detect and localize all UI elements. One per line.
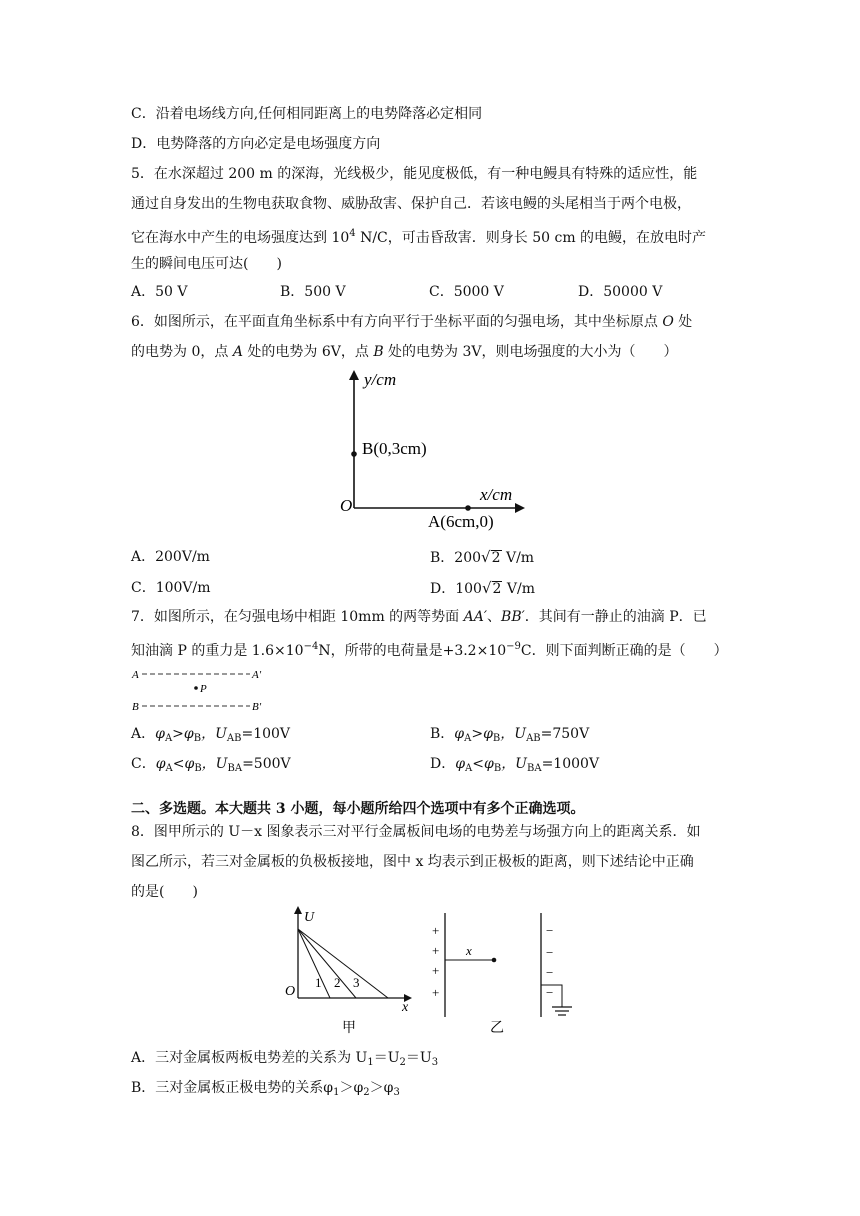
q5-stem-line3: 它在海水中产生的电场强度达到 $10^4$ N/C，可击昏敌害．则身长 50 cm 的电鳗，在放电时产 [131,228,707,246]
q7-stem-line2: 知油滴 P 的重力是 $1.6\times 10^{-4}N$，所带的电荷量是$+3.2\times 10^{-9}C$．则下面判断正确的是（ ） [131,641,728,659]
q5-exponent: 4 [349,228,356,239]
q5-stem-line2: 通过自身发出的生物电获取食物、威胁敌害、保护自己．若该电鳗的头尾相当于两个电极， [131,196,691,212]
caption-jia: 甲 [342,1021,356,1036]
line-label-2: 2 [334,975,341,990]
distance-label: x [466,943,472,958]
graph-line-1 [298,929,330,998]
label-b-prime: B′ [252,701,262,713]
q5-option-b: B．500 V [280,284,346,300]
q7-option-c: C．$\varphi_A<\varphi_B$，$U_{BA}=500V$ [131,756,291,774]
point-b-dot [351,451,357,457]
line-label-3: 3 [353,975,360,990]
label-b: B [132,701,139,713]
q8-stem-line1: 8．图甲所示的 U－x 图象表示三对平行金属板间电场的电势差与场强方向上的距离关系．如 [131,824,701,840]
plus-sign-1: + [432,923,440,938]
x-axis-label: x [402,1000,409,1015]
q5-stem-line1: 5．在水深超过 200 m 的深海，光线极少，能见度极低，有一种电鳗具有特殊的适应性，能 [131,166,698,182]
q8-stem-line3: 的是( ) [131,884,198,900]
q5-option-d: D．50000 V [578,284,663,300]
minus-sign-4: − [546,985,554,1000]
q4-option-c: C．沿着电场线方向,任何相同距离上的电势降落必定相同 [131,106,483,122]
q6-coordinate-figure [330,365,550,535]
minus-sign-3: − [546,965,554,980]
q7-equipotential-figure [128,663,278,717]
q7-option-b: B．$\varphi_A>\varphi_B$，$U_{AB}=750V$ [430,726,590,744]
point-b-label: B(0,3cm) [362,439,427,458]
q5-stem-line4: 生的瞬间电压可达( ) [131,256,282,272]
y-axis-label: y/cm [364,370,397,389]
q6-option-c: C．100V/m [131,580,211,596]
caption-yi: 乙 [490,1021,504,1036]
q5-option-a: A．50 V [131,284,188,300]
oil-drop-p [194,686,198,690]
point-a-dot [465,505,471,511]
q8-stem-line2: 图乙所示，若三对金属板的负极板接地，图中 x 均表示到正极板的距离，则下述结论中正确 [131,854,694,870]
label-a-prime: A′ [252,669,262,681]
q6-option-b: B．200√2 V/m [430,548,535,566]
section-2-heading: 二、多选题。本大题共 3 小题，每小题所给四个选项中有多个正确选项。 [131,801,585,817]
q6-option-a: A．200V/m [131,549,210,565]
q7-option-a: A．$\varphi_A>\varphi_B$，$U_{AB}=100V$ [131,726,291,744]
q6-stem-line1: 6．如图所示，在平面直角坐标系中有方向平行于坐标平面的匀强电场，其中坐标原点 O 处 [131,314,693,330]
label-p: P [200,683,207,695]
q6-stem-line2: 的电势为 0，点 A 处的电势为 6V，点 B 处的电势为 3V，则电场强度的大小为（ ） [131,344,678,360]
q4-option-d: D．电势降落的方向必定是电场强度方向 [131,136,381,152]
u-axis-label: U [304,910,315,925]
origin-label: O [285,984,296,999]
plus-sign-4: + [432,985,440,1000]
graph-line-3 [298,929,388,998]
minus-sign-1: − [546,923,554,938]
minus-sign-2: − [546,945,554,960]
q8-option-b: B．三对金属板正极电势的关系$\varphi_1>\varphi_2>\varphi_3$ [131,1080,400,1098]
q5-option-c: C．5000 V [429,284,504,300]
origin-label: O [340,496,353,515]
x-axis-label: x/cm [480,485,513,504]
point-a-label: A(6cm,0) [428,512,494,531]
q7-stem-line1: 7．如图所示，在匀强电场中相距 10mm 的两等势面 AA′、BB′．其间有一静止的油滴 P．已 [131,609,707,625]
line-label-1: 1 [315,975,322,990]
plus-sign-3: + [432,963,440,978]
q8-figure [280,905,600,1040]
q7-option-d: D．$\varphi_A<\varphi_B$，$U_{BA}=1000V$ [430,756,600,774]
q6-option-d: D．100√2 V/m [430,579,536,597]
graph-line-2 [298,929,356,998]
distance-point [492,958,497,963]
q8-option-a: A．三对金属板两板电势差的关系为 $U_1=U_2=U_3$ [131,1050,439,1068]
label-a: A [132,669,139,681]
plus-sign-2: + [432,943,440,958]
